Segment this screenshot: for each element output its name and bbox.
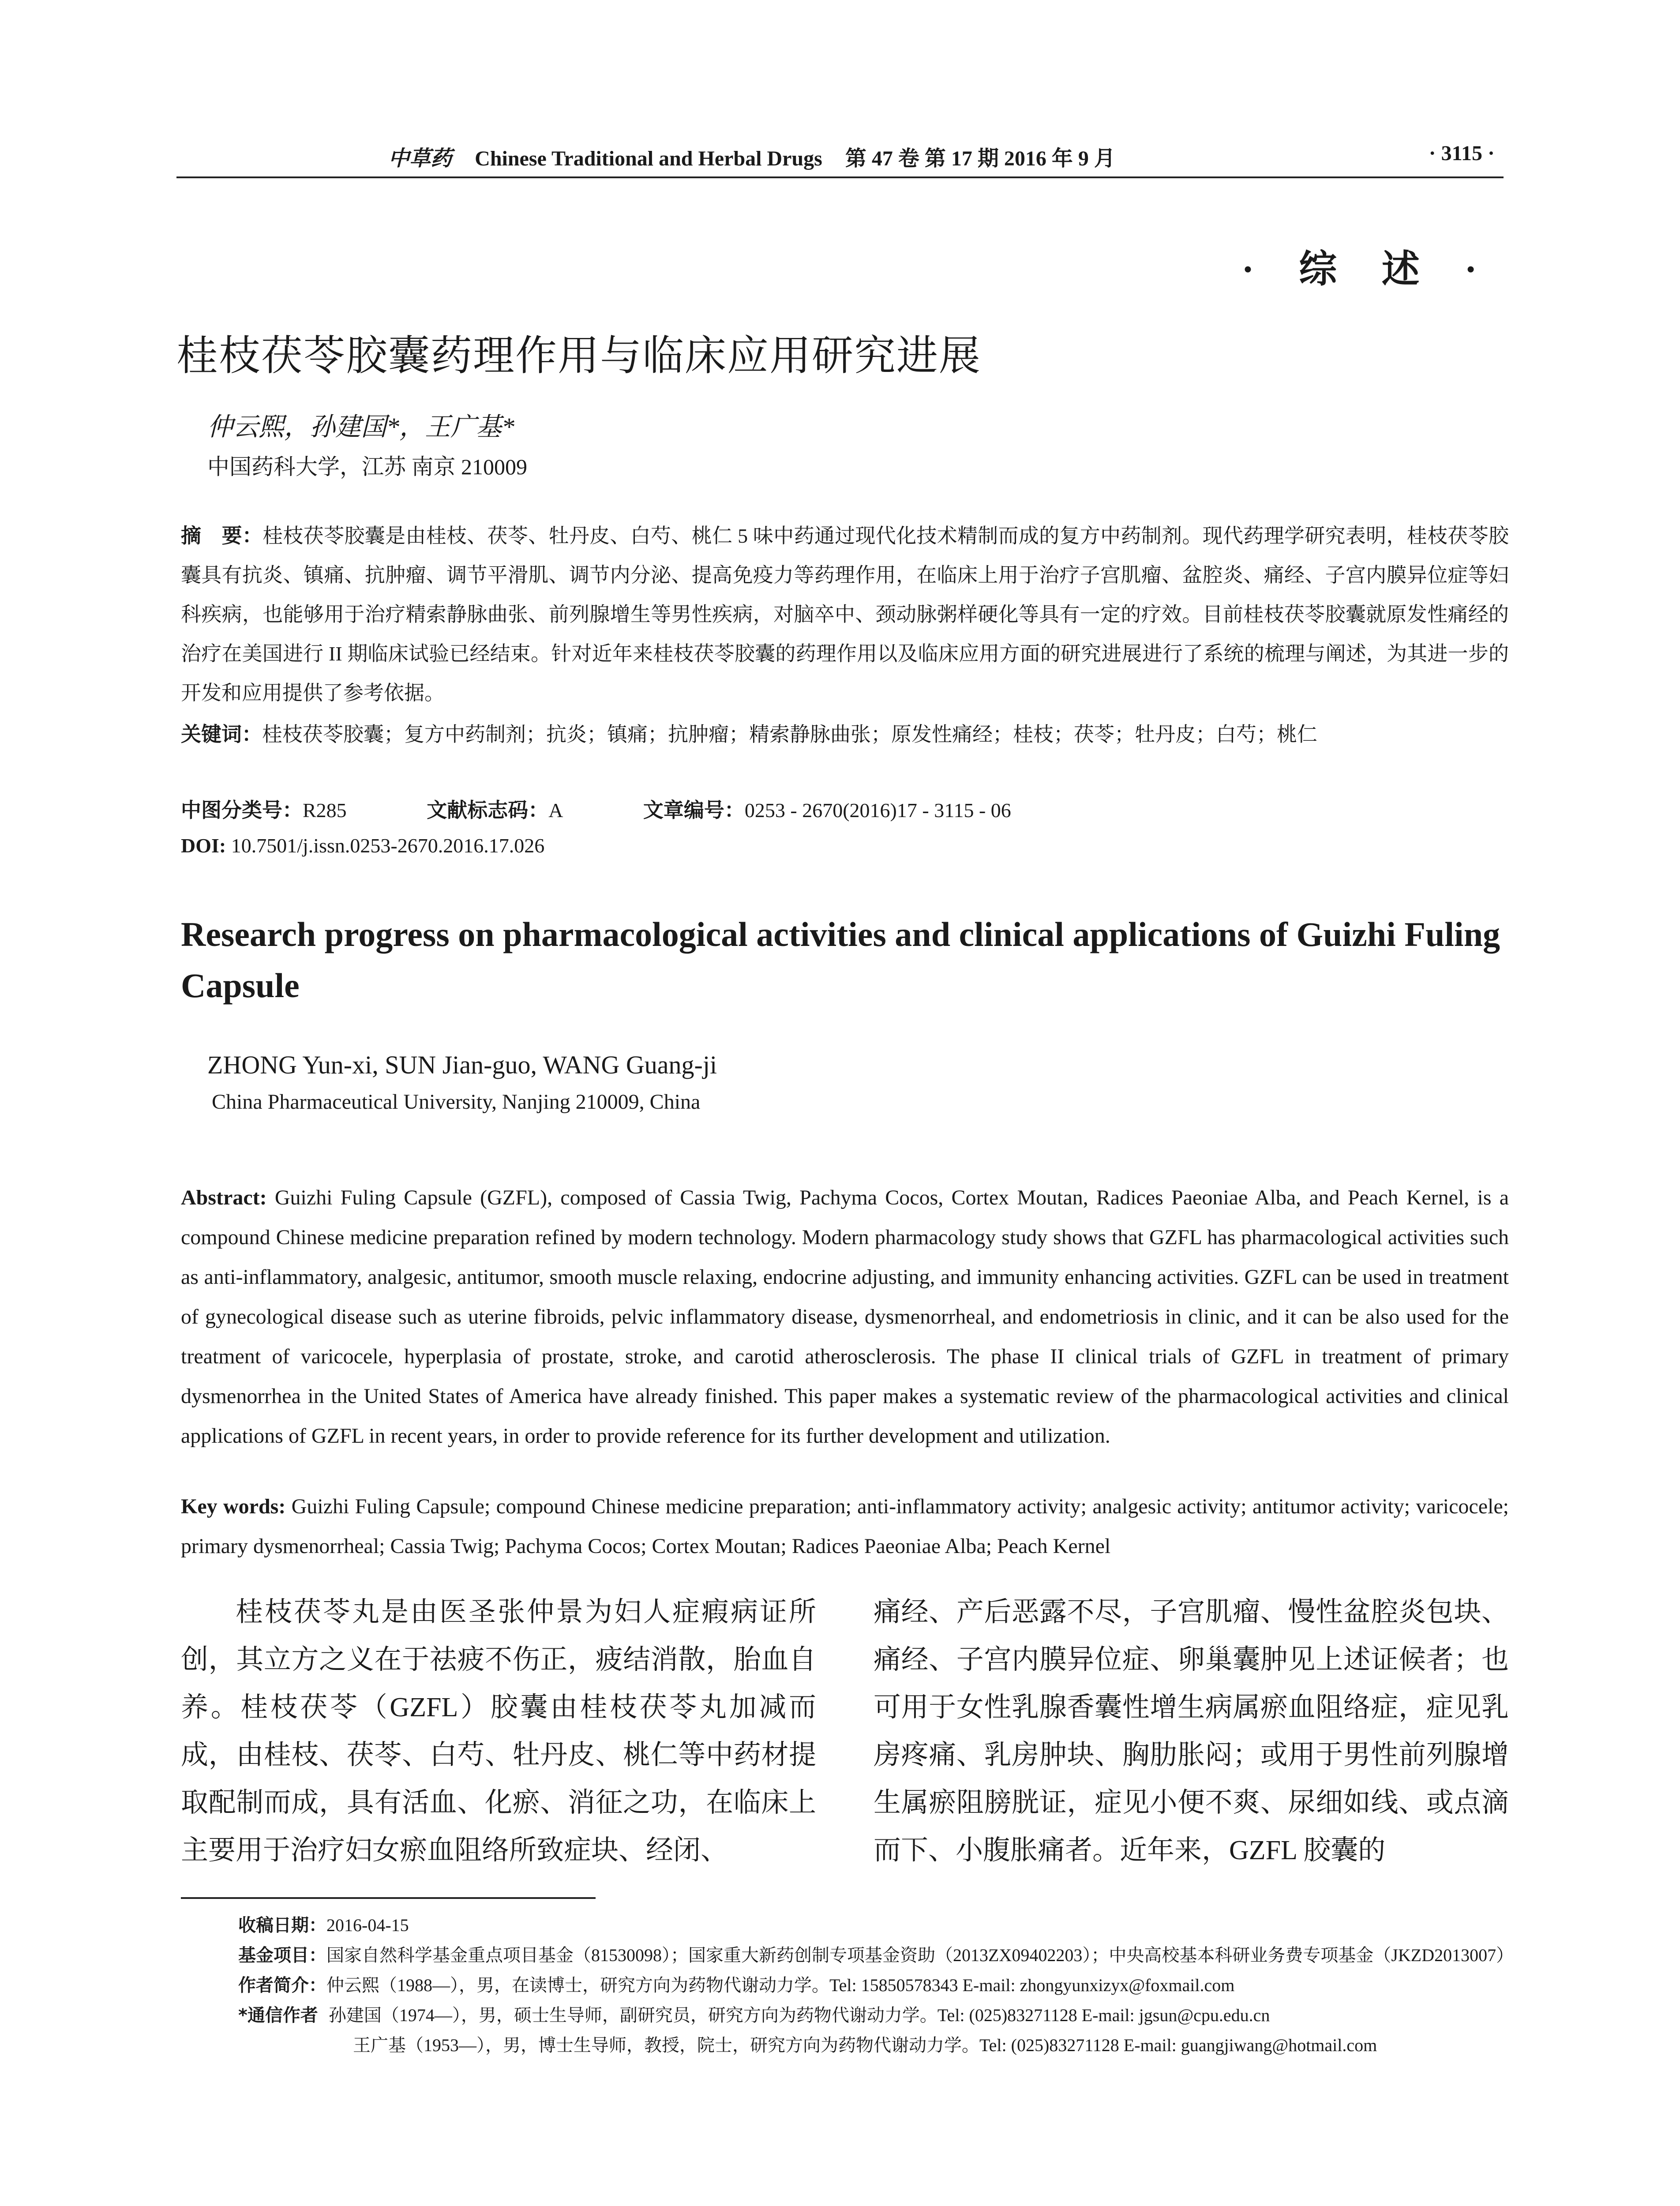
article-number-label: 文章编号： xyxy=(643,798,745,822)
corresponding-label: *通信作者 xyxy=(238,2005,318,2026)
keywords-en-label: Key words: xyxy=(181,1495,286,1518)
abstract-cn-text: 桂枝茯苓胶囊是由桂枝、茯苓、牡丹皮、白芍、桃仁 5 味中药通过现代化技术精制而成的复方中药制剂。现代药理学研究表明，桂枝茯苓胶囊具有抗炎、镇痛、抗肿瘤、调节平滑肌、调节内分泌、提高免疫力等药理作用，在临床上用于治疗子宫肌瘤、盆腔炎、痛经、子宫内膜异位症等妇科疾病，也能够用于治疗精索静脉曲张、前列腺增生等男性疾病，对脑卒中、颈动脉粥样硬化等具有一定的疗效。目前桂枝茯苓胶囊就原发性痛经的治疗在美国进行 II 期临床试验已经结束。针对近年来桂枝茯苓胶囊的药理作用以及临床应用方面的研究进展进行了系统的梳理与阐述，为其进一步的开发和应用提供了参考依据。 xyxy=(181,525,1509,704)
footnote-received xyxy=(238,1910,1509,1940)
article-number-value: 0253 - 2670(2016)17 - 3115 - 06 xyxy=(744,799,1011,822)
keywords-cn xyxy=(181,715,1509,754)
clc-value: R285 xyxy=(303,799,347,822)
page-number: · 3115 · xyxy=(1429,142,1495,165)
doc-code-item xyxy=(427,794,563,823)
issue-info: 第 47 卷 第 17 期 2016 年 9 月 xyxy=(845,147,1115,170)
journal-name-cn: 中草药 xyxy=(388,147,452,170)
doi-line xyxy=(181,834,544,857)
abstract-en-text: Guizhi Fuling Capsule (GZFL), composed of Cassia Twig, Pachyma Cocos, Cortex Moutan, Radices Paeoniae Alba, and Peach Kernel, is a compound Chinese medicine preparation refined by modern technology. Modern pharmacology study shows that GZFL has pharmacological activities such as anti-inflammatory, analgesic, antitumor, smooth muscle relaxing, endocrine adjusting, and immunity enhancing activities. GZFL can be used in treatment of gynecological disease such as uterine fibroids, pelvic inflammatory disease, dysmenorrheal, and endometriosis in clinic, and it can be also used for the treatment of varicocele, hyperplasia of prostate, stroke, and carotid atherosclerosis. The phase II clinical trials of GZFL in treatment of primary dysmenorrhea in the United States of America have already finished. This paper makes a systematic review of the pharmacological activities and clinical applications of GZFL in recent years, in order to provide reference for its further development and utilization. xyxy=(181,1186,1509,1448)
bio-value: 仲云熙（1988—），男，在读博士，研究方向为药物代谢动力学。Tel: 15850578343 E-mail: zhongyunxizyx@foxmail.com xyxy=(326,1975,1235,1995)
footnote-divider xyxy=(181,1897,596,1899)
abstract-en-label: Abstract: xyxy=(181,1186,267,1209)
footnotes xyxy=(238,1910,1514,2060)
footnote-fund xyxy=(238,1940,1514,1970)
title-en: Research progress on pharmacological activities and clinical applications of Guizhi Fuling Capsule xyxy=(181,915,1500,1005)
footnote-corresponding-2: 王广基（1953—），男，博士生导师，教授，院士，研究方向为药物代谢动力学。Tel: (025)83271128 E-mail: guangjiwang@hotmail.com xyxy=(353,2035,1377,2055)
clc-item xyxy=(181,794,347,823)
keywords-en-text: Guizhi Fuling Capsule; compound Chinese medicine preparation; anti-inflammatory activity; analgesic activity; antitumor activity; varicocele; primary dysmenorrheal; Cassia Twig; Pachyma Cocos; Cortex Moutan; Radices Paeoniae Alba; Peach Kernel xyxy=(181,1495,1509,1558)
keywords-cn-text: 桂枝茯苓胶囊；复方中药制剂；抗炎；镇痛；抗肿瘤；精索静脉曲张；原发性痛经；桂枝；茯苓；牡丹皮；白芍；桃仁 xyxy=(262,723,1317,746)
doi-value[interactable]: 10.7501/j.issn.0253-2670.2016.17.026 xyxy=(231,834,545,857)
abstract-cn-label: 摘 要： xyxy=(181,524,263,548)
clc-label: 中图分类号： xyxy=(181,798,303,822)
body-column-right: 痛经、产后恶露不尽，子宫肌瘤、慢性盆腔炎包块、痛经、子宫内膜异位症、卵巢囊肿见上述证候者；也可用于女性乳腺香囊性增生病属瘀血阻络症，症见乳房疼痛、乳房肿块、胸肋胀闷；或用于男性前列腺增生属瘀阻膀胱证，症见小便不爽、尿细如线、或点滴而下、小腹胀痛者。近年来，GZFL 胶囊的 xyxy=(874,1597,1509,1865)
footnote-corresponding xyxy=(238,2000,1509,2030)
doc-code-label: 文献标志码： xyxy=(427,798,549,822)
title-cn: 桂枝茯苓胶囊药理作用与临床应用研究进展 xyxy=(176,332,982,380)
keywords-en xyxy=(181,1487,1509,1566)
doi-label: DOI: xyxy=(181,834,226,857)
corresponding-value-1: 孙建国（1974—），男，硕士生导师，副研究员，研究方向为药物代谢动力学。Tel: (025)83271128 E-mail: jgsun@cpu.edu.cn xyxy=(328,2005,1270,2025)
affiliation-cn: 中国药科大学，江苏 南京 210009 xyxy=(207,454,527,479)
keywords-cn-label: 关键词： xyxy=(181,722,262,746)
received-label: 收稿日期： xyxy=(238,1915,326,1936)
authors-cn: 仲云熙，孙建国*，王广基* xyxy=(207,413,515,441)
section-tag: · 综 述 · xyxy=(1241,248,1495,290)
body-column-left: 桂枝茯苓丸是由医圣张仲景为妇人症瘕病证所创，其立方之义在于祛疲不伤正，疲结消散，胎血自养。桂枝茯苓（GZFL）胶囊由桂枝茯苓丸加减而成，由桂枝、茯苓、白芍、牡丹皮、桃仁等中药材提取配制而成，具有活血、化瘀、消征之功，在临床上主要用于治疗妇女瘀血阻络所致症块、经闭、 xyxy=(181,1597,816,1865)
affiliation-en: China Pharmaceutical University, Nanjing 210009, China xyxy=(212,1090,701,1114)
abstract-cn xyxy=(181,516,1509,713)
journal-info xyxy=(176,141,1327,172)
doc-code-value: A xyxy=(548,799,563,822)
classification-line xyxy=(181,794,1086,823)
fund-label: 基金项目： xyxy=(238,1945,326,1966)
received-value: 2016-04-15 xyxy=(326,1915,409,1935)
article-number-item xyxy=(643,794,1011,823)
footnote-author-bio xyxy=(238,1970,1509,2000)
journal-name-en: Chinese Traditional and Herbal Drugs xyxy=(475,147,822,170)
abstract-en xyxy=(181,1178,1509,1456)
fund-value: 国家自然科学基金重点项目基金（81530098）；国家重大新药创制专项基金资助（2013ZX09402203）；中央高校基本科研业务费专项基金（JKZD2013007） xyxy=(326,1945,1514,1965)
bio-label: 作者简介： xyxy=(238,1975,326,1996)
running-header xyxy=(176,141,1504,178)
authors-en: ZHONG Yun-xi, SUN Jian-guo, WANG Guang-ji xyxy=(207,1050,717,1079)
